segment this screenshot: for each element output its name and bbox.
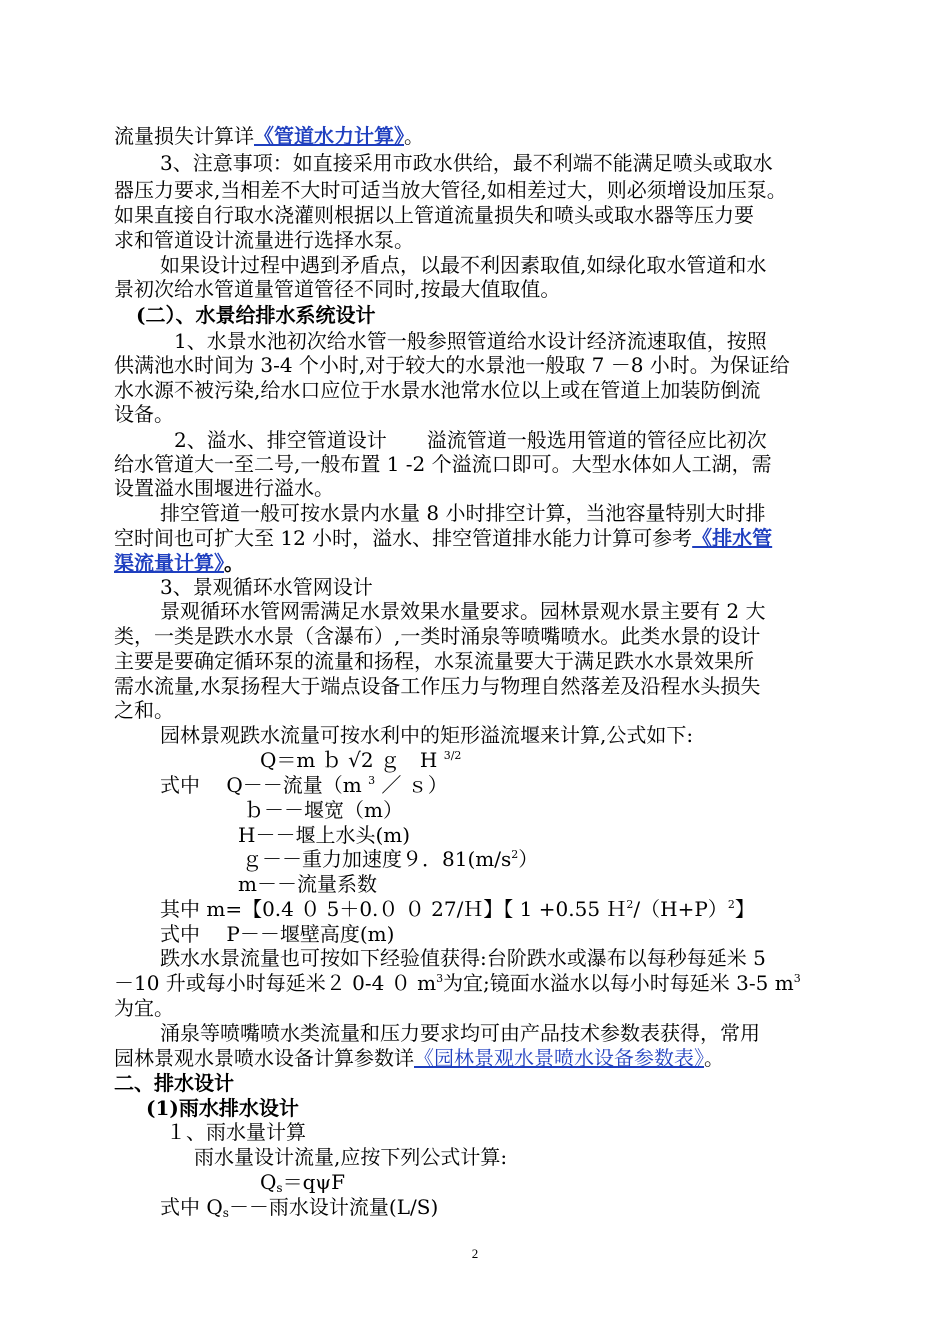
text-line (160, 773, 896, 799)
text-line: 求和管道设计流量进行选择水泵。 (114, 228, 414, 252)
text-line: 雨水量设计流量,应按下列公式计算: (194, 1145, 508, 1169)
formula-m (160, 897, 896, 923)
subscript: s (276, 1181, 283, 1195)
text-line: 如果设计过程中遇到矛盾点，以最不利因素取值,如绿化取水管道和水 (160, 253, 767, 277)
page-number: 2 (471, 1246, 479, 1261)
superscript: 2 (727, 898, 735, 911)
text-line: 景初次给水管道量管道管径不同时,按最大值取值。 (114, 277, 561, 301)
superscript: 3 (793, 972, 801, 985)
text-span: 其中 m=【0.4 ０ 5＋0.０ ０ 27/Ｈ】【 1 +0.55 Ｈ (160, 897, 627, 921)
text-line: 涌泉等喷嘴喷水类流量和压力要求均可由产品技术参数表获得，常用 (160, 1021, 760, 1045)
formula-weir (260, 748, 950, 774)
text-span: 。 (704, 1046, 724, 1070)
text-line: 如果直接自行取水浇灌则根据以上管道流量损失和喷头或取水器等压力要 (114, 203, 754, 227)
text-span: ／ ｓ） (375, 773, 448, 797)
link-pipe-hydraulic-calc[interactable]: 《管道水力计算》 (254, 124, 404, 148)
text-span: 空时间也可扩大至 12 小时，溢水、排空管道排水能力计算可参考 (114, 526, 693, 550)
text-span: 式中 Q－－流量（m (160, 773, 369, 797)
text-span: 园林景观水景喷水设备计算参数详 (114, 1046, 414, 1070)
text-line: 式中 P－－堰壁高度(m) (160, 922, 395, 946)
text-line: m－－流量系数 (238, 872, 377, 896)
text-span: 。 (224, 551, 244, 575)
text-span: ） (518, 847, 539, 871)
superscript: 2 (626, 898, 634, 911)
link-fountain-equipment-params[interactable]: 《园林景观水景喷水设备参数表》 (414, 1046, 704, 1070)
superscript: 3 (436, 972, 444, 985)
text-span: /（H+P） (633, 897, 728, 921)
text-line: 需水流量,水泵扬程大于端点设备工作压力与物理自然落差及沿程水头损失 (114, 674, 761, 698)
text-span: ｇ－－重力加速度９．81(m/s (242, 847, 512, 871)
superscript: 3/2 (443, 749, 462, 762)
subscript: s (222, 1206, 229, 1220)
text-line: 设置溢水围堰进行溢水。 (114, 476, 334, 500)
text-line (114, 1046, 850, 1072)
text-line (114, 526, 850, 552)
text-line: H－－堰上水头(m) (238, 823, 411, 847)
text-line: 排空管道一般可按水景内水量 8 小时排空计算，当池容量特别大时排 (160, 501, 766, 525)
text-line: １、雨水量计算 (166, 1120, 306, 1144)
text-span: 。 (404, 124, 424, 148)
text-line: 设备。 (114, 402, 174, 426)
text-span: －－雨水设计流量(L/S) (228, 1195, 439, 1219)
section-heading: (1)雨水排水设计 (146, 1096, 299, 1120)
text-line: 给水管道大一至二号,一般布置 1 -2 个溢流口即可。大型水体如人工湖，需 (114, 452, 772, 476)
text-line: 跌水水景流量也可按如下经验值获得:台阶跌水或瀑布以每秒每延米 5 (160, 946, 766, 970)
text-line: 景观循环水管网需满足水景效果水量要求。园林景观水景主要有 2 大 (160, 599, 766, 623)
section-heading: 二、排水设计 (114, 1071, 234, 1095)
text-line: 园林景观跌水流量可按水利中的矩形溢流堰来计算,公式如下: (160, 723, 694, 747)
text-line: 主要是要确定循环泵的流量和扬程，水泵流量要大于满足跌水水景效果所 (114, 649, 754, 673)
text-span: 】 (734, 897, 755, 921)
link-drainage-flow-calc[interactable]: 《排水管 (692, 526, 773, 550)
text-line: ｂ－－堰宽（m） (244, 798, 403, 822)
section-heading: (二）、水景给排水系统设计 (136, 303, 376, 327)
text-line (160, 1195, 896, 1221)
text-span: 为宜;镜面水溢水以每小时每延米 3-5 m (443, 971, 794, 995)
text-span: －10 升或每小时每延米２ 0-4 ０ m (114, 971, 437, 995)
text-span: 流量损失计算详 (114, 124, 254, 148)
text-line: 为宜。 (114, 996, 174, 1020)
superscript: 2 (511, 848, 519, 861)
text-span: Q＝m ｂ √2 ｇ H (260, 748, 444, 772)
text-line (242, 847, 950, 873)
text-line: 之和。 (114, 698, 174, 722)
text-line (114, 124, 850, 150)
text-span: ＝qψF (282, 1170, 345, 1194)
text-line: 器压力要求,当相差不大时可适当放大管径,如相差过大，则必须增设加压泵。 (114, 178, 787, 202)
text-line (114, 971, 850, 997)
text-line: 1、水景水池初次给水管一般参照管道给水设计经济流速取值，按照 (174, 329, 767, 353)
text-line (114, 551, 850, 577)
text-span: Q (260, 1170, 277, 1194)
text-line: 水水源不被污染,给水口应位于水景水池常水位以上或在管道上加装防倒流 (114, 378, 761, 402)
text-span: 式中 Q (160, 1195, 223, 1219)
formula-rain (260, 1170, 950, 1196)
text-line: 3、注意事项：如直接采用市政水供给，最不利端不能满足喷头或取水 (160, 151, 773, 175)
text-line: 供满池水时间为 3-4 个小时,对于较大的水景池一般取 7 －8 小时。为保证给 (114, 353, 790, 377)
text-line: 3、景观循环水管网设计 (160, 575, 373, 599)
link-drainage-flow-calc-cont[interactable]: 渠流量计算》 (114, 551, 224, 575)
text-line: 2、溢水、排空管道设计 溢流管道一般选用管道的管径应比初次 (174, 428, 767, 452)
superscript: 3 (368, 774, 376, 787)
text-line: 类，一类是跌水水景（含瀑布）,一类时涌泉等喷嘴喷水。此类水景的设计 (114, 624, 761, 648)
